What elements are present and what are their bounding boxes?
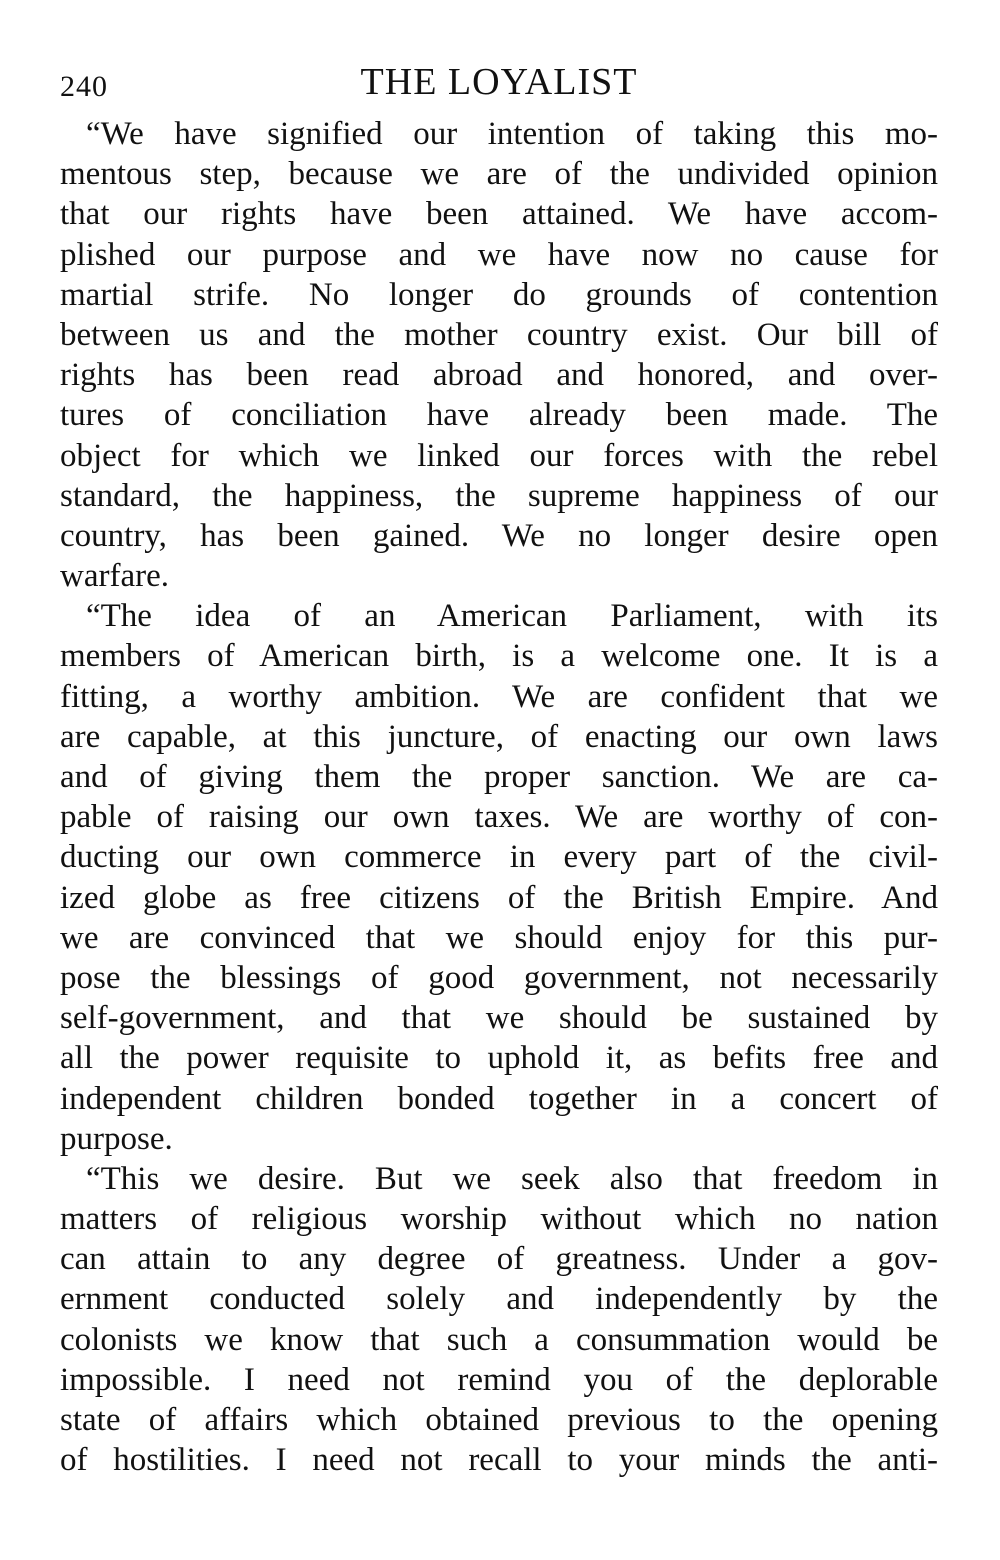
text-line: colonists we know that such a consummation would be bbox=[60, 1321, 938, 1358]
text-line: fitting, a worthy ambition. We are confident that we bbox=[60, 678, 938, 715]
text-line: country, has been gained. We no longer desire open bbox=[60, 517, 938, 554]
text-line: “This we desire. But we seek also that freedom in bbox=[86, 1160, 938, 1197]
text-line: pose the blessings of good government, not necessarily bbox=[60, 959, 938, 996]
text-line: of hostilities. I need not recall to your minds the anti- bbox=[60, 1442, 938, 1479]
text-line: “We have signified our intention of taking this mo- bbox=[86, 116, 938, 152]
text-line: we are convinced that we should enjoy for this pur- bbox=[60, 919, 938, 956]
body-text bbox=[60, 114, 938, 1480]
book-page bbox=[60, 56, 938, 1480]
text-line: purpose. bbox=[60, 1120, 173, 1157]
text-line: members of American birth, is a welcome one. It is a bbox=[60, 638, 938, 675]
text-line: martial strife. No longer do grounds of contention bbox=[60, 276, 938, 313]
text-line: plished our purpose and we have now no cause for bbox=[60, 236, 938, 273]
text-line: object for which we linked our forces with the rebel bbox=[60, 437, 938, 474]
paragraph bbox=[60, 114, 938, 596]
text-line: tures of conciliation have already been made. The bbox=[60, 397, 938, 434]
text-line: that our rights have been attained. We have accom- bbox=[60, 196, 938, 233]
text-line: impossible. I need not remind you of the deplorable bbox=[60, 1361, 938, 1398]
text-line: mentous step, because we are of the undivided opinion bbox=[60, 156, 938, 193]
text-line: pable of raising our own taxes. We are worthy of con- bbox=[60, 799, 938, 836]
text-line: all the power requisite to uphold it, as befits free and bbox=[60, 1040, 938, 1077]
text-line: ernment conducted solely and independently by the bbox=[60, 1281, 938, 1318]
page-number: 240 bbox=[60, 70, 108, 103]
text-line: state of affairs which obtained previous to the opening bbox=[60, 1402, 938, 1438]
text-line: ized globe as free citizens of the British Empire. And bbox=[60, 879, 938, 916]
text-line: are capable, at this juncture, of enacting our own laws bbox=[60, 718, 938, 755]
text-line: can attain to any degree of greatness. Under a gov- bbox=[60, 1241, 938, 1278]
text-line: independent children bonded together in a concert of bbox=[60, 1080, 938, 1117]
text-line: rights has been read abroad and honored, and over- bbox=[60, 357, 938, 394]
running-head bbox=[60, 56, 938, 108]
paragraph bbox=[60, 596, 938, 1159]
text-line: “The idea of an American Parliament, with its bbox=[86, 598, 938, 635]
paragraph bbox=[60, 1159, 938, 1481]
book-title: THE LOYALIST bbox=[360, 61, 638, 103]
text-line: warfare. bbox=[60, 558, 169, 595]
text-line: and of giving them the proper sanction. We are ca- bbox=[60, 759, 938, 795]
text-line: self-government, and that we should be sustained by bbox=[60, 1000, 938, 1037]
text-line: standard, the happiness, the supreme happiness of our bbox=[60, 477, 938, 514]
text-line: ducting our own commerce in every part of the civil- bbox=[60, 839, 938, 876]
text-line: between us and the mother country exist. Our bill of bbox=[60, 316, 938, 353]
text-line: matters of religious worship without which no nation bbox=[60, 1201, 938, 1238]
